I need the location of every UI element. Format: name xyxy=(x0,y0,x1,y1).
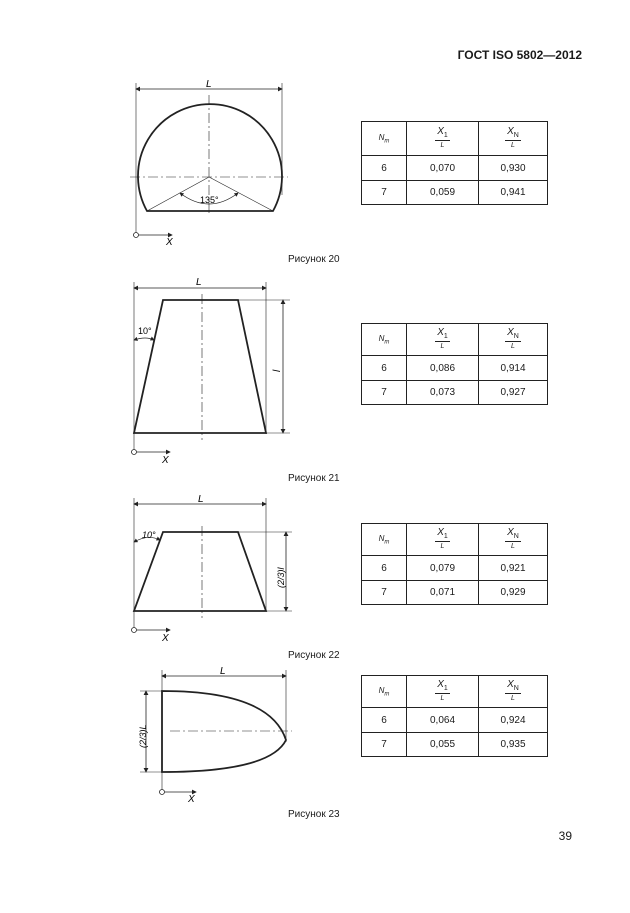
table-row: 7 0,055 0,935 xyxy=(362,733,548,757)
nt-header: $N_т$ xyxy=(378,686,390,698)
figure-22-table xyxy=(361,523,548,605)
figure-21-caption: Рисунок 21 xyxy=(288,473,340,484)
figure-22-caption: Рисунок 22 xyxy=(288,650,340,661)
nt-header: $N_т$ xyxy=(378,334,390,346)
fig21-angle-label: 10° xyxy=(138,326,152,336)
table-row: 6 0,079 0,921 xyxy=(362,556,548,581)
table-row: 7 0,073 0,927 xyxy=(362,381,548,405)
x1-header: $\frac{X_1}{L}$ xyxy=(437,527,448,550)
fig23-length-label: L xyxy=(220,666,226,677)
figure-20-table xyxy=(361,121,548,205)
fig22-length-label: L xyxy=(198,494,204,505)
fig23-height-label: (2/3)L xyxy=(138,724,148,748)
table-row: 6 0,064 0,924 xyxy=(362,708,548,733)
figure-22-diagram xyxy=(120,490,300,645)
fig21-length-label: L xyxy=(196,277,202,288)
xn-header: $\frac{X_N}{L}$ xyxy=(507,679,519,702)
nt-header: $N_т$ xyxy=(378,534,390,546)
table-row: 7 0,059 0,941 xyxy=(362,181,548,205)
xn-header: $\frac{X_N}{L}$ xyxy=(507,126,519,149)
nt-header: $N_т$ xyxy=(378,133,390,145)
figure-23-table xyxy=(361,675,548,757)
table-row: 7 0,071 0,929 xyxy=(362,581,548,605)
figure-23-caption: Рисунок 23 xyxy=(288,809,340,820)
x1-header: $\frac{X_1}{L}$ xyxy=(437,679,448,702)
x1-header: $\frac{X_1}{L}$ xyxy=(437,126,448,149)
figure-20-diagram xyxy=(120,75,300,250)
table-row: 6 0,070 0,930 xyxy=(362,156,548,181)
fig22-height-label: (2/3)l xyxy=(276,567,286,588)
document-header: ГОСТ ISO 5802—2012 xyxy=(457,48,582,62)
table-row: 6 0,086 0,914 xyxy=(362,356,548,381)
fig22-angle-label: 10° xyxy=(142,530,156,540)
fig20-length-label: L xyxy=(206,79,212,90)
xn-header: $\frac{X_N}{L}$ xyxy=(507,327,519,350)
fig21-height-label: l xyxy=(272,369,283,372)
figure-20-caption: Рисунок 20 xyxy=(288,254,340,265)
fig20-angle-label: 135° xyxy=(200,195,219,205)
fig20-axis-label: X xyxy=(166,237,173,248)
page-number: 39 xyxy=(558,829,572,843)
xn-header: $\frac{X_N}{L}$ xyxy=(507,527,519,550)
figure-21-diagram xyxy=(120,272,300,467)
fig21-axis-label: X xyxy=(162,455,169,466)
fig23-axis-label: X xyxy=(188,794,195,805)
x1-header: $\frac{X_1}{L}$ xyxy=(437,327,448,350)
figure-21-table xyxy=(361,323,548,405)
fig22-axis-label: X xyxy=(162,633,169,644)
figure-23-diagram xyxy=(120,662,300,807)
